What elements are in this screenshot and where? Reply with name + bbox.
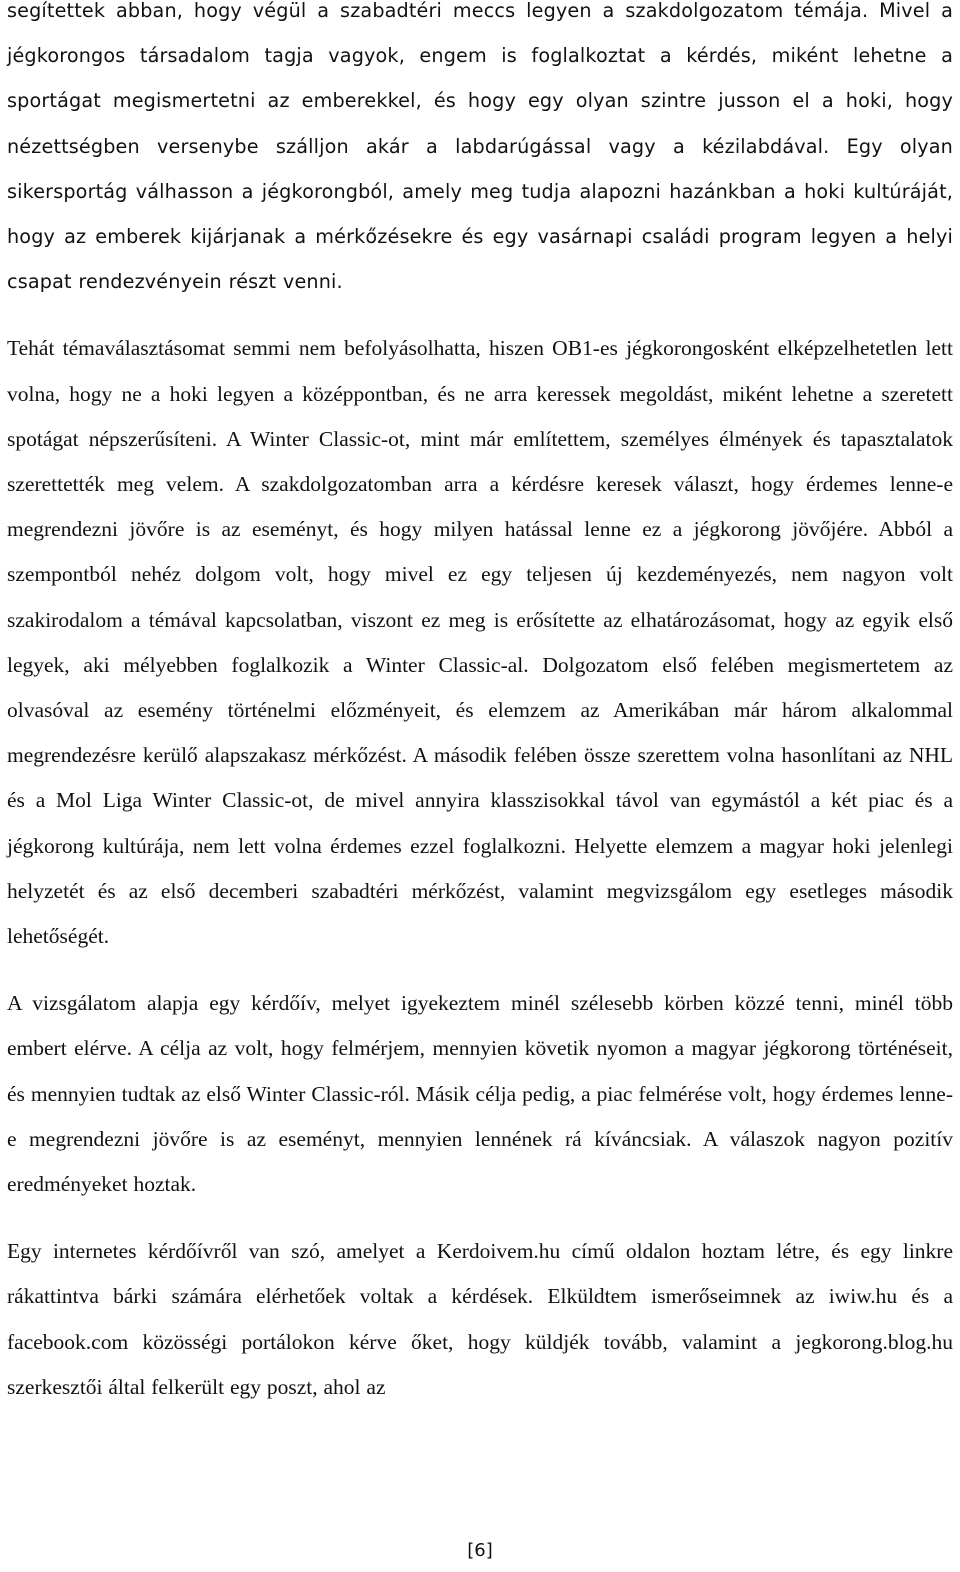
page-number: [6] (467, 1540, 493, 1561)
paragraph-1: segítettek abban, hogy végül a szabadtéri meccs legyen a szakdolgozatom témája. Mivel a jégkorongos társadalom tagja vagyok, engem is foglalkoztat a kérdés, miként lehetne a sportágat megismertetni az emberekkel, és hogy egy olyan szintre jusson el a hoki, hogy nézettségben versenybe szálljon akár a labdarúgással vagy a kézilabdával. Egy olyan sikersportág válhasson a jégkorongból, amely meg tudja alapozni hazánkban a hoki kultúráját, hogy az emberek kijárjanak a mérkőzésekre és egy vasárnapi családi program legyen a helyi csapat rendezvényein részt venni. (7, 0, 953, 294)
paragraph-spacer (7, 304, 953, 326)
paragraph-spacer (7, 1207, 953, 1229)
paragraph-4: Egy internetes kérdőívről van szó, amelyet a Kerdoivem.hu című oldalon hoztam létre, és egy linkre rákattintva bárki számára elérhetőek voltak a kérdések. Elküldtem ismerőseimnek az iwiw.hu és a facebook.com közösségi portálokon kérve őket, hogy küldjék tovább, valamint a jegkorong.blog.hu szerkesztői által felkerült egy poszt, ahol az (7, 1239, 953, 1399)
paragraph-2: Tehát témaválasztásomat semmi nem befolyásolhatta, hiszen OB1-es jégkorongosként elképzelhetetlen lett volna, hogy ne a hoki legyen a középpontban, és ne arra keressek megoldást, miként lehetne a szeretett spotágat népszerűsíteni. A Winter Classic-ot, mint már említettem, személyes élmények és tapasztalatok szerettették meg velem. A szakdolgozatomban arra a kérdésre keresek választ, hogy érdemes lenne-e megrendezni jövőre is az eseményt, és hogy milyen hatással lenne ez a jégkorong jövőjére. Abból a szempontból nehéz dolgom volt, hogy mivel ez egy teljesen új kezdeményezés, nem nagyon volt szakirodalom a témával kapcsolatban, viszont ez meg is erősítette az elhatározásomat, hogy az egyik első legyek, aki mélyebben foglalkozik a Winter Classic-al. Dolgozatom első felében megismertetem az olvasóval az esemény történelmi előzményeit, és elemzem az Amerikában már három alkalommal megrendezésre kerülő alapszakasz mérkőzést. A második felében össze szerettem volna hasonlítani az NHL és a Mol Liga Winter Classic-ot, de mivel annyira klasszisokkal távol van egymástól a két piac és a jégkorong kultúrája, nem lett volna érdemes ezzel foglalkozni. Helyette elemzem a magyar hoki jelenlegi helyzetét és az első decemberi szabadtéri mérkőzést, valamint megvizsgálom egy esetleges második lehetőségét. (7, 336, 953, 949)
paragraph-spacer (7, 959, 953, 981)
document-page (7, 0, 953, 1410)
paragraph-3: A vizsgálatom alapja egy kérdőív, melyet igyekeztem minél szélesebb körben közzé tenni, minél több embert elérve. A célja az volt, hogy felmérjem, mennyien követik nyomon a magyar jégkorong történéseit, és mennyien tudtak az első Winter Classic-ról. Másik célja pedig, a piac felmérése volt, hogy érdemes lenne-e megrendezni jövőre is az eseményt, mennyien lennének rá kíváncsiak. A válaszok nagyon pozitív eredményeket hoztak. (7, 991, 953, 1197)
